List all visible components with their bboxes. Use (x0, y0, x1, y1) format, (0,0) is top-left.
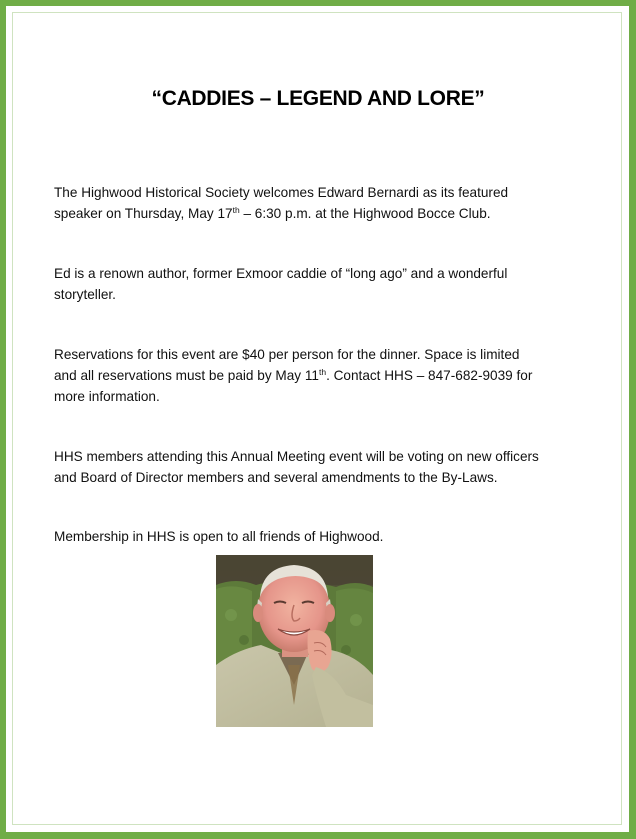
speaker-portrait-image (216, 555, 373, 727)
text-run: speaker on Thursday, May 17 (54, 206, 233, 221)
paragraph-line: more information. (54, 389, 160, 404)
paragraph-annual-meeting (54, 446, 594, 488)
paragraph-line (54, 203, 594, 224)
text-run: and all reservations must be paid by May 11 (54, 368, 319, 383)
paragraph-announcement (54, 182, 594, 224)
flyer-title: “CADDIES – LEGEND AND LORE” (151, 87, 485, 110)
paragraph-line: Ed is a renown author, former Exmoor caddie of “long ago” and a wonderful (54, 266, 508, 281)
paragraph-line: and Board of Director members and several amendments to the By-Laws. (54, 470, 498, 485)
paragraph-line: Membership in HHS is open to all friends of Highwood. (54, 529, 384, 544)
text-run: – 6:30 p.m. at the Highwood Bocce Club. (239, 206, 491, 221)
ordinal-suffix: th (232, 205, 240, 215)
text-run: . Contact HHS – 847-682-9039 for (326, 368, 533, 383)
paragraph-line: Reservations for this event are $40 per person for the dinner. Space is limited (54, 347, 520, 362)
paragraph-speaker-bio (54, 263, 594, 305)
paragraph-line: The Highwood Historical Society welcomes Edward Bernardi as its featured (54, 185, 509, 200)
paragraph-line (54, 365, 594, 386)
paragraph-line: storyteller. (54, 287, 116, 302)
paragraph-reservations (54, 344, 594, 407)
speaker-photo (216, 555, 373, 727)
paragraph-membership (54, 526, 594, 547)
ordinal-suffix: th (318, 367, 327, 377)
paragraph-line: HHS members attending this Annual Meeting event will be voting on new officers (54, 449, 539, 464)
